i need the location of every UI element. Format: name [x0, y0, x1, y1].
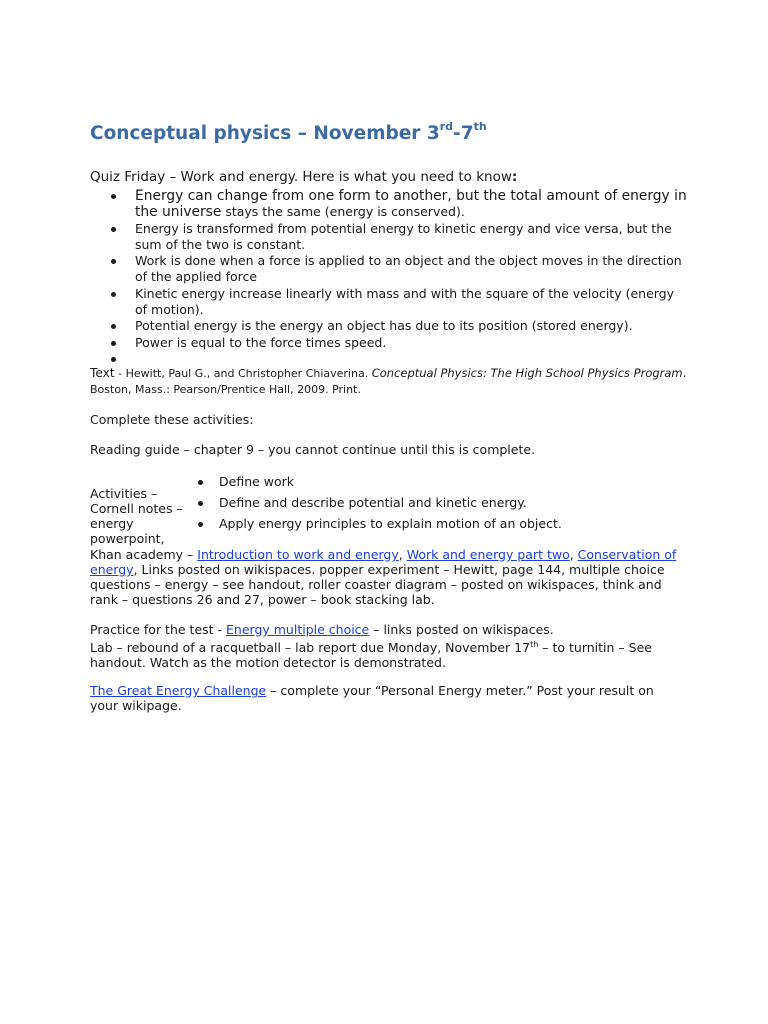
lab-superscript: th	[530, 640, 539, 649]
citation-publisher: Boston, Mass.: Pearson/Prentice Hall, 2009. Print.	[90, 382, 361, 396]
list-item	[90, 318, 690, 334]
link-great-energy-challenge[interactable]: The Great Energy Challenge	[90, 683, 267, 698]
activities-label: Activities – Cornell notes – energy powerpoint,	[90, 486, 183, 546]
text-citation	[90, 366, 690, 397]
bullet-dot	[198, 480, 203, 485]
list-item	[90, 221, 690, 253]
title-text-end: -7	[453, 123, 474, 145]
bullet-dot	[111, 324, 116, 329]
bullet-dot	[111, 341, 116, 346]
objectives-list	[192, 474, 562, 537]
challenge-rest: – complete your “Personal Energy meter.” Post your result on your wikipage.	[90, 683, 654, 713]
list-item-text: Define and describe potential and kinetic energy.	[219, 495, 527, 510]
list-item	[90, 286, 690, 318]
list-item	[90, 335, 690, 351]
separator: ,	[569, 547, 578, 562]
list-item-text: Potential energy is the energy an object has due to its position (stored energy).	[135, 318, 633, 333]
reading-guide-line: Reading guide – chapter 9 – you cannot continue until this is complete.	[90, 442, 536, 457]
list-item-text: Power is equal to the force times speed.	[135, 334, 387, 350]
khan-academy-paragraph	[90, 547, 680, 607]
quiz-intro-colon: :	[511, 169, 518, 185]
link-intro-work-energy[interactable]: Introduction to work and energy	[197, 547, 399, 562]
practice-prefix: Practice for the test -	[90, 622, 227, 637]
list-item-text: Define work	[219, 474, 295, 489]
separator: ,	[398, 547, 407, 562]
list-item-text: Apply energy principles to explain motion of an object.	[219, 516, 562, 531]
practice-rest: – links posted on wikispaces.	[369, 622, 554, 637]
list-item	[192, 474, 562, 495]
practice-line	[90, 622, 680, 637]
khan-rest-text: , Links posted on wikispaces. popper experiment – Hewitt, page 144, multiple choice questions – energy – see handout, roller coaster diagram – posted on wikispaces, think and rank – questions 26 and 27, power – book stacking lab.	[90, 562, 665, 607]
list-item-text-small: stays the same (energy is conserved).	[221, 204, 465, 219]
list-item-text: Kinetic energy increase linearly with mass and with the square of the velocity (energy of motion).	[135, 285, 675, 317]
bullet-dot	[111, 227, 116, 232]
lab-rest: – to turnitin – See handout. Watch as the motion detector is demonstrated.	[90, 640, 652, 671]
lab-paragraph	[90, 637, 680, 670]
complete-activities-heading: Complete these activities:	[90, 412, 254, 427]
bullet-dot	[111, 357, 116, 362]
list-item	[90, 188, 690, 220]
energy-challenge-paragraph	[90, 683, 680, 713]
list-item	[90, 253, 690, 285]
link-work-energy-part-two[interactable]: Work and energy part two	[406, 547, 570, 562]
link-energy-multiple-choice[interactable]: Energy multiple choice	[226, 622, 370, 637]
knowledge-list	[90, 188, 690, 368]
citation-authors: - Hewitt, Paul G., and Christopher Chiaverina.	[114, 367, 372, 380]
bullet-dot	[111, 292, 116, 297]
khan-prefix: Khan academy –	[90, 547, 198, 562]
list-item-text: Work is done when a force is applied to an object and the object moves in the direction of the applied force	[135, 253, 682, 284]
link-conservation-of-energy[interactable]: Conservation of energy	[90, 547, 677, 577]
lab-prefix: Lab – rebound of a racquetball – lab report due Monday, November 17	[90, 640, 531, 656]
list-item	[192, 495, 562, 516]
bullet-dot	[198, 522, 203, 527]
list-item-text: Energy can change from one form to another, but the total amount of energy in the universe	[135, 188, 687, 220]
citation-period: .	[682, 366, 687, 380]
quiz-intro	[90, 169, 517, 185]
title-superscript-rd: rd	[439, 120, 454, 133]
list-item-empty	[90, 351, 690, 367]
list-item-text: Energy is transformed from potential energy to kinetic energy and vice versa, but the sum of the two is constant.	[135, 220, 672, 252]
bullet-dot	[198, 501, 203, 506]
citation-label: Text	[90, 366, 115, 380]
list-item	[192, 516, 562, 537]
citation-book-title: Conceptual Physics: The High School Physics Program	[371, 366, 683, 380]
bullet-dot	[111, 259, 116, 264]
title-text: Conceptual physics – November 3	[90, 123, 440, 145]
quiz-intro-text: Quiz Friday – Work and energy. Here is what you need to know	[90, 169, 512, 185]
page-title	[90, 122, 487, 144]
title-superscript-th: th	[473, 120, 487, 133]
bullet-dot	[111, 194, 116, 199]
